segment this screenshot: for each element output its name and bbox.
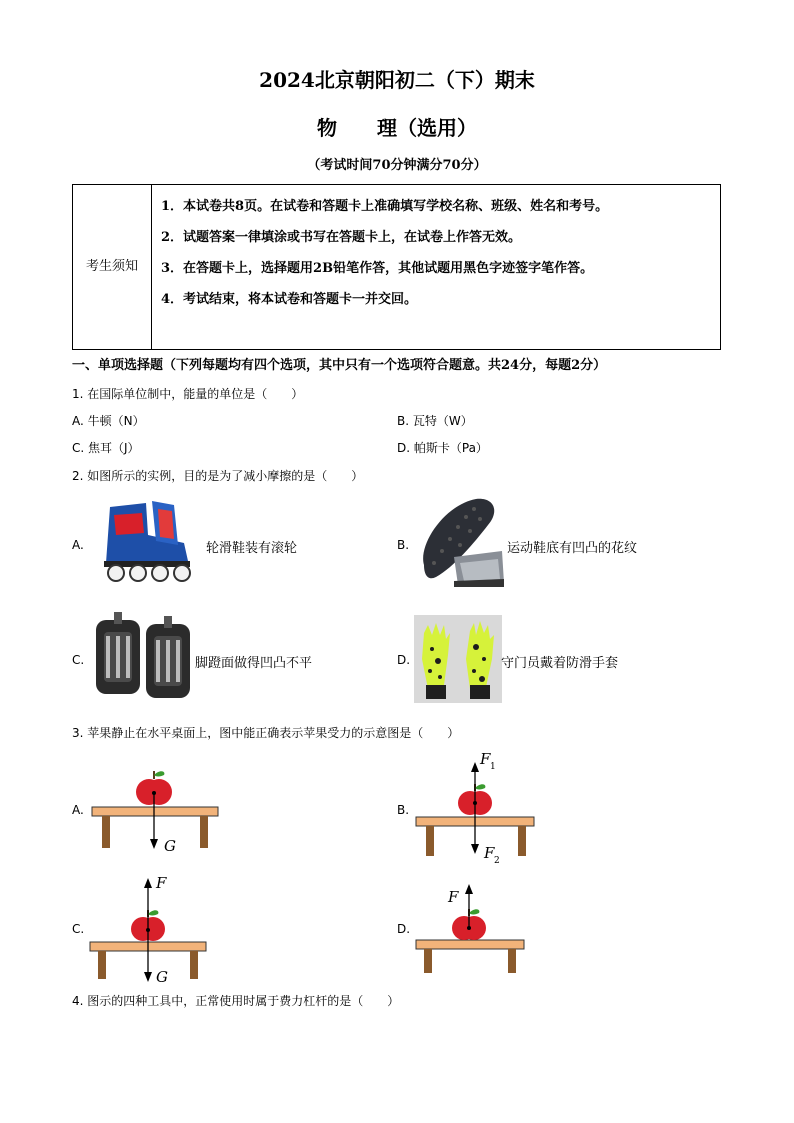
option-letter: B. <box>397 538 410 552</box>
notice-item: 2．试题答案一律填涂或书写在答题卡上，在试卷上作答无效。 <box>161 230 522 245</box>
option-letter: D. <box>397 922 411 936</box>
question-stem: 3. 苹果静止在水平桌面上，图中能正确表示苹果受力的示意图是（ ） <box>72 726 460 740</box>
force-label: F <box>480 750 491 768</box>
page-title: 2024北京朝阳初二（下）期末 <box>259 68 535 92</box>
force-label: F <box>448 888 459 906</box>
goalkeeper-glove-icon <box>414 615 502 703</box>
option-c: C. 焦耳（J） <box>72 441 140 455</box>
notice-items <box>161 191 714 315</box>
force-subscript: 1 <box>490 762 496 772</box>
roller-skate-icon <box>96 495 200 585</box>
question-stem: 4. 图示的四种工具中，正常使用时属于费力杠杆的是（ ） <box>72 994 400 1008</box>
notice-box <box>72 184 721 350</box>
option-letter: A. <box>72 803 84 817</box>
force-subscript: 2 <box>494 856 500 866</box>
force-label: G <box>156 968 168 984</box>
force-diagram-b <box>410 748 540 873</box>
option-b: B. 瓦特（W） <box>397 414 473 428</box>
option-letter: C. <box>72 922 85 936</box>
subject-title: 物 理（选用） <box>317 116 477 140</box>
notice-item: 1．本试卷共8页。在试卷和答题卡上准确填写学校名称、班级、姓名和考号。 <box>161 199 609 214</box>
section-title: 一、单项选择题（下列每题均有四个选项，其中只有一个选项符合题意。共24分，每题2分） <box>72 358 607 373</box>
option-caption: 轮滑鞋装有滚轮 <box>206 541 298 556</box>
time-note: （考试时间70分钟满分70分） <box>307 158 487 173</box>
option-d: D. 帕斯卡（Pa） <box>397 441 488 455</box>
force-diagram-d <box>412 880 528 976</box>
force-diagram-c <box>86 872 210 984</box>
force-label: F <box>484 844 495 862</box>
question-stem: 1. 在国际单位制中，能量的单位是（ ） <box>72 387 304 401</box>
bike-pedal-icon <box>92 610 196 702</box>
option-letter: D. <box>397 653 411 667</box>
option-letter: B. <box>397 803 410 817</box>
option-caption: 脚蹬面做得凹凸不平 <box>195 656 313 671</box>
question-stem: 2. 如图所示的实例，目的是为了减小摩擦的是（ ） <box>72 469 364 483</box>
force-diagram-a <box>88 765 223 860</box>
option-caption: 守门员戴着防滑手套 <box>501 656 619 671</box>
option-a: A. 牛顿（N） <box>72 414 145 428</box>
force-label: G <box>164 837 176 855</box>
option-letter: C. <box>72 653 85 667</box>
option-caption: 运动鞋底有凹凸的花纹 <box>507 541 638 556</box>
option-letter: A. <box>72 538 84 552</box>
notice-label: 考生须知 <box>73 185 152 349</box>
notice-item: 4．考试结束，将本试卷和答题卡一并交回。 <box>161 292 418 307</box>
sneaker-sole-icon <box>414 495 506 589</box>
notice-item: 3．在答题卡上，选择题用2B铅笔作答，其他试题用黑色字迹签字笔作答。 <box>161 261 594 276</box>
force-label: F <box>156 874 167 892</box>
